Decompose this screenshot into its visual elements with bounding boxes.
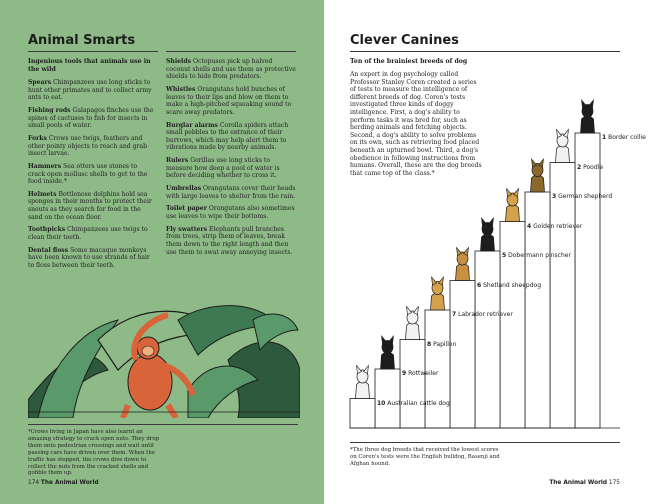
breed-label bbox=[577, 164, 603, 171]
breed-label bbox=[477, 282, 541, 289]
breed-rank: 5 bbox=[502, 252, 507, 259]
stair-step bbox=[350, 399, 375, 429]
breed-label bbox=[552, 193, 612, 200]
stair-step bbox=[575, 133, 600, 428]
tools-column-2 bbox=[166, 58, 298, 261]
tool-term: Umbrellas bbox=[166, 185, 202, 193]
breed-rank: 8 bbox=[427, 340, 432, 348]
tool-description: Chimpanzees use long sticks to hunt other primates and to collect army ants to eat. bbox=[28, 79, 152, 102]
left-page-title: Animal Smarts bbox=[28, 33, 136, 48]
right-intro-paragraph: An expert in dog psychology called Professor Stanley Coren created a series of tests to measure the intelligence of different breeds of dog. Coren's tests investigated three kinds of doggy intelligence. First, a dog's ability to perform tasks it was bred for, such as herding animals and fetching objects. Second, a dog's ability to solve problems on its own, such as retrieving food placed beneath an upturned bowl. Third, a dog's obedience in following instructions from humans. Overall, these are the dog breeds that came top of the class.* bbox=[350, 71, 482, 177]
left-footnote: *Crows living in Japan have also learnt an amazing strategy to crack open nuts. They drop them onto pedestrian crossings and wait until passing cars have driven over them. When the traffic has stopped, the crows dive down to collect the nuts from the cracked shells and gobble them up. bbox=[28, 429, 160, 477]
breed-rank: 3 bbox=[552, 193, 557, 200]
left-folio bbox=[28, 480, 99, 486]
breed-rank: 6 bbox=[477, 281, 482, 289]
dog-icon bbox=[406, 307, 420, 340]
breed-rank: 7 bbox=[452, 311, 457, 318]
dog-icon bbox=[456, 248, 470, 281]
tool-entry bbox=[166, 58, 298, 81]
breed-name: Papillon bbox=[431, 340, 457, 348]
left-title-rule bbox=[28, 51, 158, 52]
tool-description: Orangutans also sometimes use leaves to wipe their bottoms. bbox=[166, 205, 295, 221]
tool-term: Burglar alarms bbox=[166, 121, 218, 129]
dog-icon bbox=[431, 277, 445, 310]
breed-label bbox=[452, 311, 513, 318]
tool-description: Octopuses pick up halved coconut shells and use them as protective shields to hide from predators. bbox=[166, 58, 296, 81]
breed-name: German shepherd bbox=[556, 193, 613, 200]
tool-term: Fly swatters bbox=[166, 225, 208, 233]
right-page bbox=[324, 0, 648, 504]
dog-icon bbox=[356, 366, 370, 399]
right-page-number: 175 bbox=[608, 480, 620, 486]
breed-rank: 1 bbox=[602, 134, 607, 141]
stair-step bbox=[375, 369, 400, 428]
tool-description: Crows use twigs, feathers and other pointy objects to reach and grab insect larvae. bbox=[28, 134, 147, 158]
dog-icon bbox=[381, 336, 395, 369]
tool-term: Spears bbox=[28, 79, 52, 86]
tool-term: Whistles bbox=[166, 85, 196, 93]
left-page-subtitle: Ingenious tools that animals use in the wild bbox=[28, 58, 151, 73]
tool-term: Toilet paper bbox=[166, 205, 207, 213]
tool-entry bbox=[28, 226, 156, 241]
dog-icon bbox=[506, 189, 520, 222]
tool-description: Orangutans cover their heads with large leaves to shelter from the rain. bbox=[166, 185, 296, 200]
tool-entry bbox=[28, 163, 156, 186]
right-page-subtitle: Ten of the brainiest breeds of dog bbox=[350, 58, 468, 65]
stair-step bbox=[400, 340, 425, 429]
tool-entry bbox=[28, 79, 156, 102]
tool-entry bbox=[166, 185, 298, 200]
breed-name: Dobermann pinscher bbox=[506, 252, 571, 259]
stair-step bbox=[425, 310, 450, 428]
tool-description: Some macaque monkeys have been known to use strands of hair to floss between their teeth. bbox=[28, 246, 150, 269]
stair-step bbox=[550, 163, 575, 429]
right-footnote: *The three dog breeds that received the lowest scores on Coren's tests were the English bulldog, Basenji and Afghan hound. bbox=[350, 447, 500, 467]
tools-column-1 bbox=[28, 79, 156, 275]
breed-label bbox=[502, 252, 571, 259]
tool-entry bbox=[28, 107, 156, 130]
tool-term: Fishing rods bbox=[28, 106, 71, 114]
orangutan-illustration bbox=[28, 300, 300, 418]
breed-rank: 2 bbox=[577, 163, 582, 171]
dog-icon bbox=[556, 130, 570, 163]
right-page-title: Clever Canines bbox=[350, 33, 459, 48]
breed-label bbox=[402, 370, 438, 377]
breed-rank: 9 bbox=[402, 370, 407, 377]
tool-entry bbox=[28, 191, 156, 221]
tool-entry bbox=[166, 157, 298, 180]
breed-label bbox=[527, 223, 582, 230]
dog-staircase bbox=[324, 0, 648, 504]
stair-step bbox=[450, 281, 475, 429]
tool-entry bbox=[166, 226, 298, 256]
breed-rank: 10 bbox=[377, 399, 386, 407]
tool-term: Hammers bbox=[28, 162, 62, 170]
tool-entry bbox=[166, 122, 298, 152]
breed-name: Rottweiler bbox=[406, 370, 439, 377]
breed-name: Border collie bbox=[606, 134, 646, 141]
left-folio-title: The Animal World bbox=[40, 480, 99, 486]
tool-description: Elephants pull branches from trees, strip them of leaves, break them down to the right length and then use them to swat away annoying insects. bbox=[166, 225, 293, 256]
breed-label bbox=[427, 341, 456, 348]
tool-term: Dental floss bbox=[28, 246, 69, 254]
breed-name: Poodle bbox=[581, 163, 604, 171]
tool-term: Shields bbox=[166, 58, 192, 65]
breed-name: Golden retriever bbox=[531, 222, 583, 230]
tool-entry bbox=[28, 247, 156, 270]
tool-description: Bottlenose dolphins hold sea sponges in their mouths to protect their snouts as they search for food in the sand on the ocean floor. bbox=[28, 190, 152, 221]
breed-name: Labrador retriever bbox=[456, 311, 513, 318]
tool-term: Toothpicks bbox=[28, 226, 66, 234]
breed-label bbox=[377, 400, 450, 407]
right-folio-title: The Animal World bbox=[549, 480, 608, 486]
tool-description: Galapagos finches use the spines of cactuses to fish for insects in small pools of water. bbox=[28, 106, 154, 130]
breed-rank: 4 bbox=[527, 222, 532, 230]
tool-term: Rulers bbox=[166, 157, 189, 165]
tool-description: Chimpanzees use twigs to clean their teeth. bbox=[28, 226, 148, 242]
left-footnote-rule bbox=[28, 424, 298, 425]
right-folio bbox=[549, 480, 620, 486]
tool-description: Sea otters use stones to crack open mollusc shells to get to the food inside.* bbox=[28, 162, 148, 186]
left-title-rule-2 bbox=[166, 51, 296, 52]
right-footnote-rule bbox=[350, 442, 620, 443]
tool-entry bbox=[28, 135, 156, 158]
tool-description: Corolla spiders attach small pebbles to the entrance of their burrows, which may help alert them to vibrations made by nearby animals. bbox=[166, 121, 289, 152]
tool-entry bbox=[166, 86, 298, 116]
dog-icon bbox=[531, 159, 545, 192]
dog-icon bbox=[481, 218, 495, 251]
tool-term: Forks bbox=[28, 134, 47, 142]
tool-term: Helmets bbox=[28, 190, 57, 198]
stair-step bbox=[475, 251, 500, 428]
breed-label bbox=[602, 134, 646, 141]
left-page-number: 174 bbox=[28, 480, 40, 486]
breed-name: Shetland sheepdog bbox=[481, 281, 542, 289]
breed-name: Australian cattle dog bbox=[385, 399, 450, 407]
dog-icon bbox=[581, 100, 595, 133]
tool-description: Orangutans hold bunches of leaves to their lips and blow on them to make a high-pitched squeaking sound to scare away predators. bbox=[166, 85, 292, 116]
tool-entry bbox=[166, 205, 298, 220]
tool-description: Gorillas use long sticks to measure how deep a pool of water is before deciding whether to cross it. bbox=[166, 157, 280, 180]
